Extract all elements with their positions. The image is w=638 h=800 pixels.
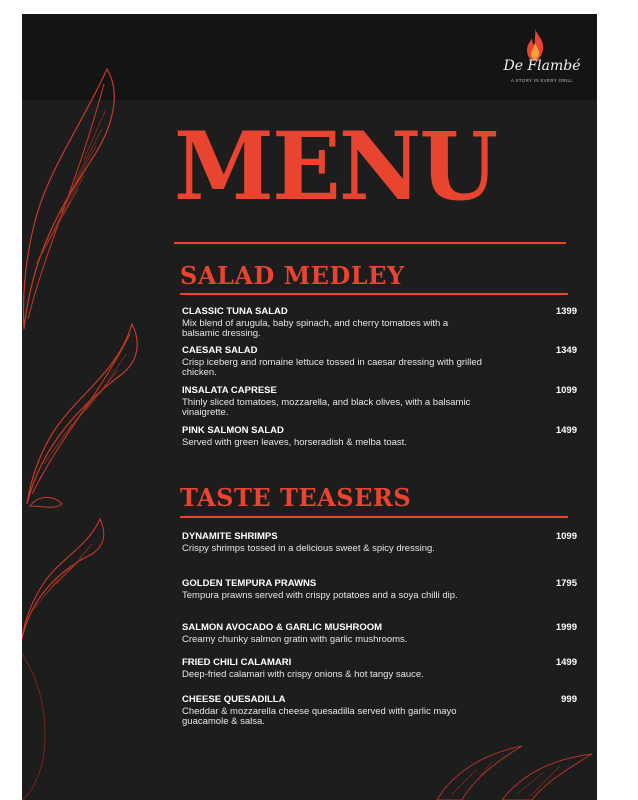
brand-name: De Flambé [503, 58, 581, 74]
section-title-salad-medley: SALAD MEDLEY [180, 261, 405, 290]
menu-item [182, 694, 577, 727]
menu-item [182, 657, 577, 680]
menu-item [182, 622, 577, 645]
item-description: Crispy shrimps tossed in a delicious sweet & spicy dressing. [182, 543, 435, 554]
item-name: DYNAMITE SHRIMPS [182, 531, 278, 542]
section-title-taste-teasers: TASTE TEASERS [180, 483, 412, 512]
item-price: 1099 [555, 531, 577, 542]
item-description: Deep-fried calamari with crispy onions & hot tangy sauce. [182, 669, 424, 680]
item-description: Mix blend of arugula, baby spinach, and cherry tomatoes with a balsamic dressing. [182, 318, 449, 339]
menu-page [22, 14, 597, 800]
item-description: Tempura prawns served with crispy potatoes and a soya chilli dip. [182, 590, 458, 601]
item-price: 1499 [555, 425, 577, 436]
menu-item [182, 306, 577, 339]
item-name: CAESAR SALAD [182, 345, 258, 356]
item-description: Thinly sliced tomatoes, mozzarella, and black olives, with a balsamic vinaigrette. [182, 397, 471, 418]
item-price: 1999 [555, 622, 577, 633]
item-price: 1499 [555, 657, 577, 668]
title-divider [174, 242, 566, 244]
menu-item [182, 531, 577, 554]
item-price: 1099 [555, 385, 577, 396]
item-description: Creamy chunky salmon gratin with garlic mushrooms. [182, 634, 408, 645]
item-description: Served with green leaves, horseradish & melba toast. [182, 437, 407, 448]
item-name: CLASSIC TUNA SALAD [182, 306, 288, 317]
section-divider [180, 293, 568, 295]
item-name: GOLDEN TEMPURA PRAWNS [182, 578, 317, 589]
leaf-decoration-lower-left-icon [22, 484, 112, 644]
item-name: CHEESE QUESADILLA [182, 694, 286, 705]
item-price: 1795 [555, 578, 577, 589]
brand-tagline: A STORY IN EVERY GRILL [510, 78, 574, 83]
menu-item [182, 385, 577, 418]
item-name: FRIED CHILI CALAMARI [182, 657, 292, 668]
flame-icon [524, 28, 546, 62]
brand-logo [492, 28, 592, 98]
item-description: Cheddar & mozzarella cheese quesadilla served with garlic mayo guacamole & salsa. [182, 706, 457, 727]
item-name: SALMON AVOCADO & GARLIC MUSHROOM [182, 622, 383, 633]
leaf-decoration-bottom-right-icon [432, 734, 597, 800]
page-title: MENU [174, 112, 497, 222]
leaf-decoration-top-left-icon [22, 64, 132, 334]
item-name: INSALATA CAPRESE [182, 385, 277, 396]
item-description: Crisp iceberg and romaine lettuce tossed in caesar dressing with grilled chicken. [182, 357, 482, 378]
item-price: 999 [561, 694, 577, 705]
item-name: PINK SALMON SALAD [182, 425, 284, 436]
section-divider [180, 516, 568, 518]
item-price: 1349 [555, 345, 577, 356]
item-price: 1399 [555, 306, 577, 317]
menu-item [182, 425, 577, 448]
menu-item [182, 578, 577, 601]
leaf-decoration-edge-left-icon [22, 654, 62, 800]
menu-item [182, 345, 577, 378]
